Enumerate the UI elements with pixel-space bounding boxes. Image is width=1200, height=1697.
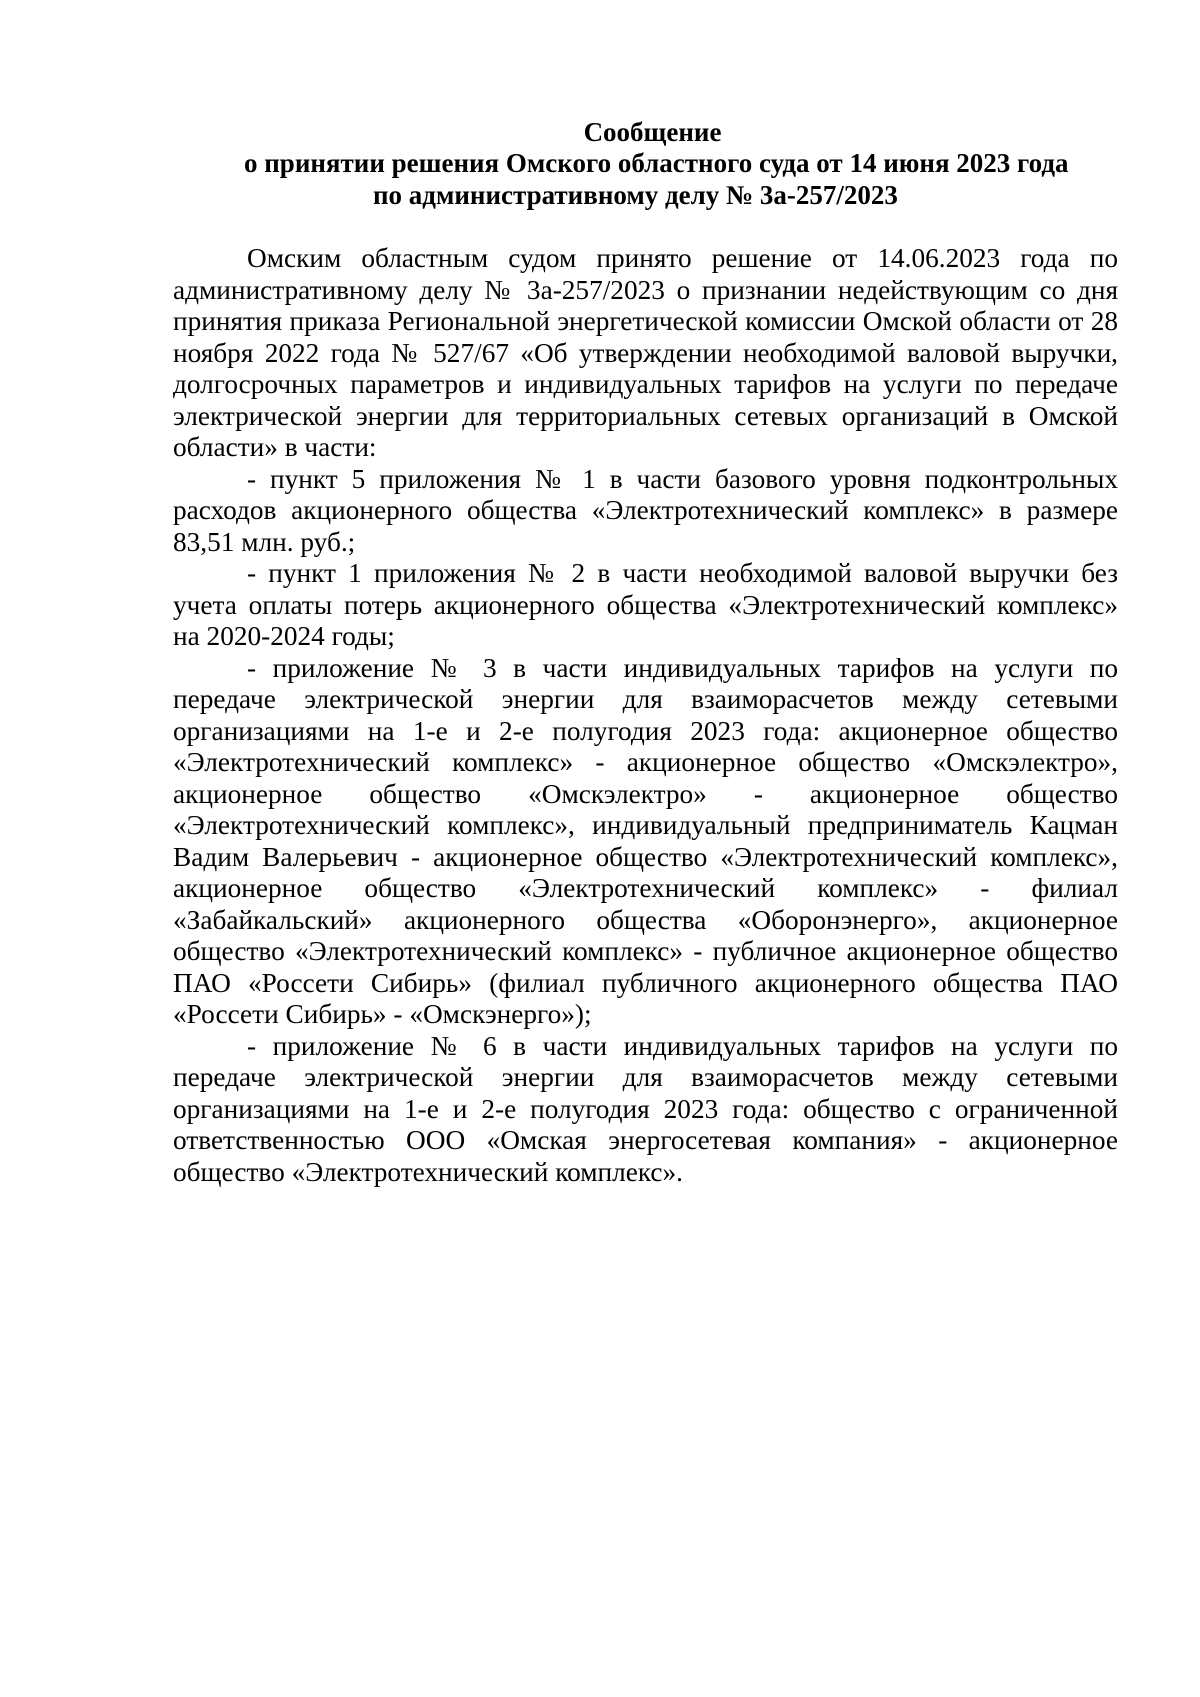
paragraph-item-4: - приложение № 6 в части индивидуальных тарифов на услуги по передаче электрической энергии для взаиморасчетов между сетевыми организациями на 1-е и 2-е полугодия 2023 года: общество с ограниченной ответственностью ООО «Омская энергосетевая компания» - акционерное общество «Электротехнический комплекс». <box>173 1030 1118 1187</box>
paragraph-item-3: - приложение № 3 в части индивидуальных тарифов на услуги по передаче электрической энергии для взаиморасчетов между сетевыми организациями на 1-е и 2-е полугодия 2023 года: акционерное общество «Электротехнический комплекс» - акционерное общество «Омскэлектро», акционерное общество «Омскэлектро» - акционерное общество «Электротехнический комплекс», индивидуальный предприниматель Кацман Вадим Валерьевич - акционерное общество «Электротехнический комплекс», акционерное общество «Электротехнический комплекс» - филиал «Забайкальский» акционерного общества «Оборонэнерго», акционерное общество «Электротехнический комплекс» - публичное акционерное общество ПАО «Россети Сибирь» (филиал публичного акционерного общества ПАО «Россети Сибирь» - «Омскэнерго»); <box>173 652 1118 1029</box>
paragraph-item-2: - пункт 1 приложения № 2 в части необходимой валовой выручки без учета оплаты потерь акционерного общества «Электротехнический комплекс» на 2020-2024 годы; <box>173 558 1118 651</box>
document-subtitle-line-2: по административному делу № 3а-257/2023 <box>373 180 898 210</box>
document-body <box>173 243 1118 1188</box>
paragraph-intro: Омским областным судом принято решение от 14.06.2023 года по административному делу № 3а-257/2023 о признании недействующим со дня принятия приказа Региональной энергетической комиссии Омской области от 28 ноября 2022 года № 527/67 «Об утверждении необходимой валовой выручки, долгосрочных параметров и индивидуальных тарифов на услуги по передаче электрической энергии для территориальных сетевых организаций в Омской области» в части: <box>173 243 1118 462</box>
document-subtitle-line-1: о принятии решения Омского областного суда от 14 июня 2023 года <box>244 148 1069 178</box>
document-title: Сообщение <box>583 117 722 147</box>
paragraph-item-1: - пункт 5 приложения № 1 в части базового уровня подконтрольных расходов акционерного общества «Электротехнический комплекс» в размере 83,51 млн. руб.; <box>173 463 1118 557</box>
